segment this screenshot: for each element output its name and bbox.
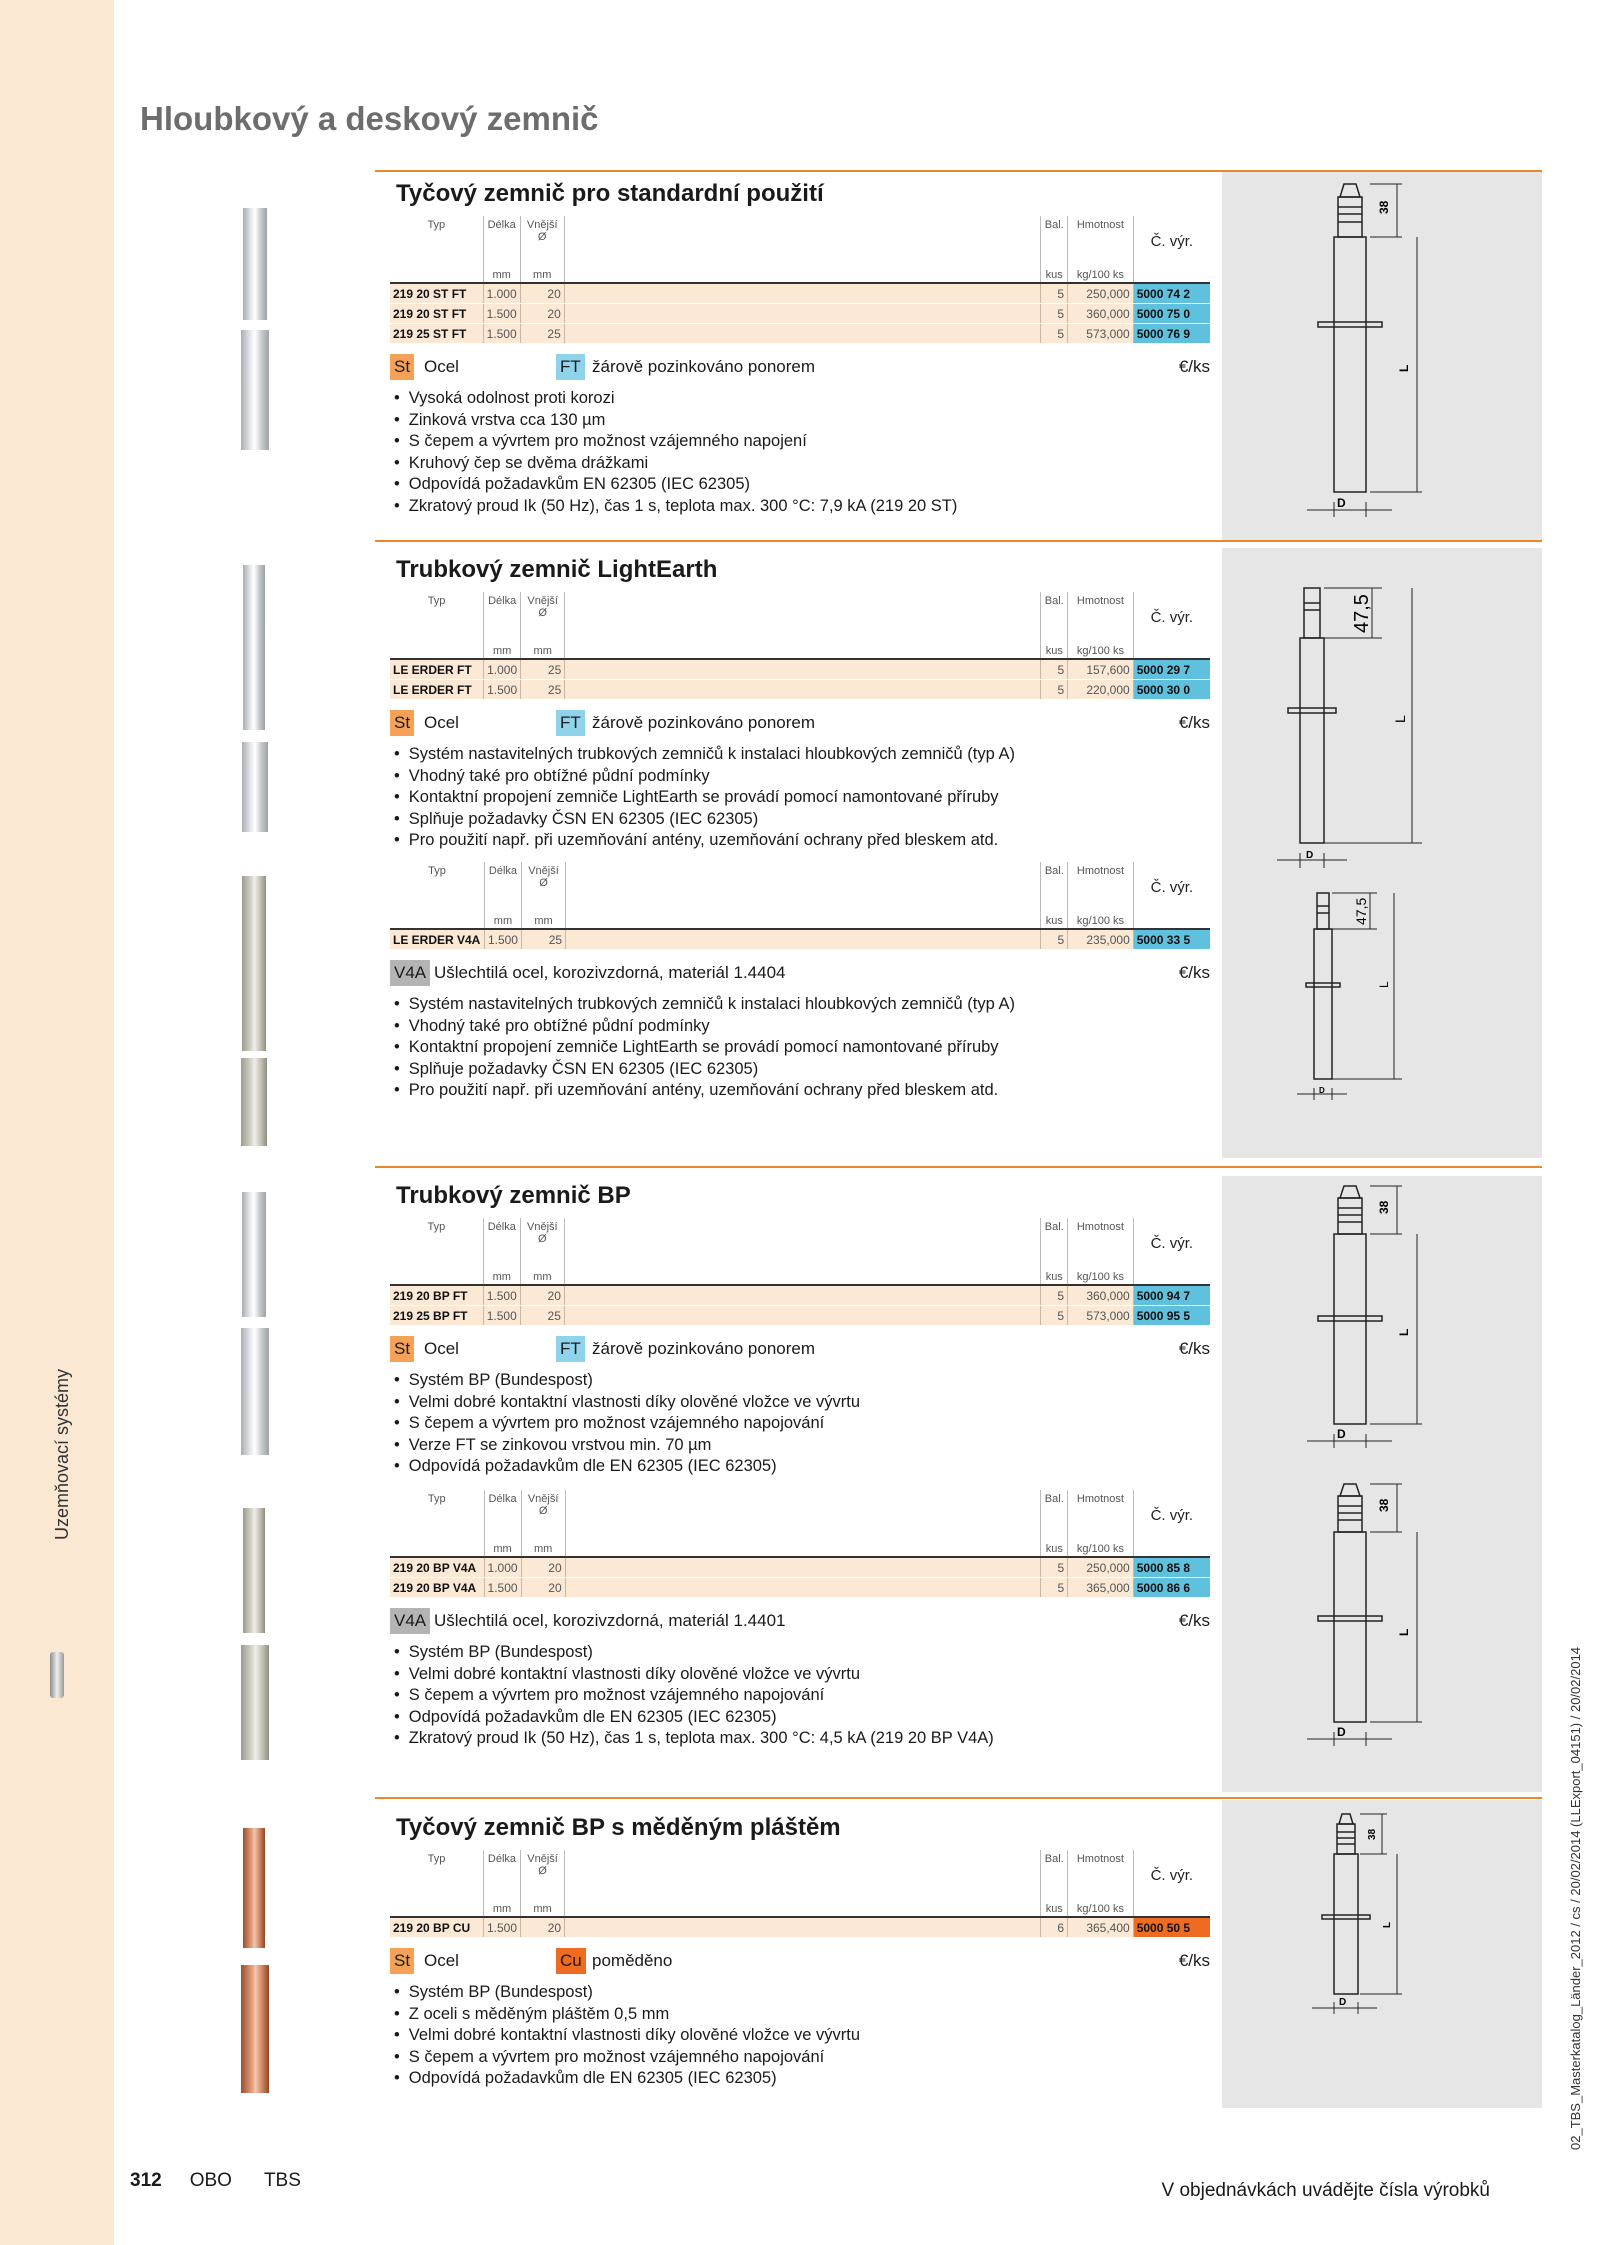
material-badge-v4a: V4A: [390, 960, 430, 986]
material-line: V4A Ušlechtilá ocel, korozivzdorná, materiál 1.4401 €/ks: [390, 1608, 1210, 1638]
section-divider: [375, 540, 1542, 542]
list-item: • Vysoká odolnost proti korozi: [394, 388, 1210, 410]
svg-text:L: L: [1397, 1328, 1411, 1336]
price-unit: €/ks: [1178, 1339, 1210, 1358]
svg-text:D: D: [1306, 850, 1314, 861]
svg-text:D: D: [1319, 1086, 1325, 1095]
article-number: 5000 85 8: [1133, 1557, 1210, 1578]
list-item: • Odpovídá požadavkům dle EN 62305 (IEC 62305): [394, 1707, 1210, 1729]
technical-drawing-lightearth: [1222, 548, 1542, 1158]
product-photo-lightearth-v4a-pin: [242, 876, 266, 1051]
svg-text:L: L: [1397, 1628, 1411, 1636]
price-unit: €/ks: [1178, 1611, 1210, 1630]
finish-badge-ft: FT: [556, 710, 585, 736]
list-item: • Zkratový proud Ik (50 Hz), čas 1 s, teplota max. 300 °C: 4,5 kA (219 20 BP V4A): [394, 1728, 1210, 1750]
finish-badge-cu: Cu: [556, 1948, 586, 1974]
section-divider: [375, 1166, 1542, 1168]
list-item: • Verze FT se zinkovou vrstvou min. 70 µm: [394, 1435, 1210, 1457]
dimension-label: 38: [1367, 1828, 1378, 1840]
product-photo-lightearth-body: [242, 742, 268, 832]
section-bp-v4a: [390, 1490, 1210, 1750]
article-number: 5000 76 9: [1133, 324, 1210, 344]
section-title: Trubkový zemnič LightEarth: [396, 556, 718, 583]
col-hmotnost: Hmotnost: [1068, 216, 1134, 266]
svg-text:L: L: [1392, 715, 1408, 723]
table-row: LE ERDER V4A 1.500 25 5 235,000 5000 33 5: [390, 929, 1210, 950]
list-item: • Velmi dobré kontaktní vlastnosti díky olověné vložce ve vývrtu: [394, 1664, 1210, 1686]
article-number: 5000 75 0: [1133, 304, 1210, 324]
feature-list: [394, 744, 1210, 852]
feature-list: [394, 388, 1210, 517]
product-table: Typ Délka Vnější Ø Bal. Hmotnost Č. výr. mm mm kus kg/100 ks 219 20 BP V4A 1.000 20 5 250,000 5000 85 8 219 20 BP V4A 1.500 20 5 365,000 5000 86 6: [390, 1490, 1210, 1598]
product-photo-bp-body: [241, 1328, 269, 1455]
list-item: • Splňuje požadavky ČSN EN 62305 (IEC 62305): [394, 809, 1210, 831]
price-unit: €/ks: [1178, 357, 1210, 376]
material-badge-st: St: [390, 1948, 414, 1974]
earth-rod-icon: [50, 1652, 64, 1698]
page-number: 312: [130, 2170, 162, 2191]
article-number: 5000 94 7: [1133, 1285, 1210, 1306]
material-line: St Ocel FT žárově pozinkováno ponorem €/ks: [390, 710, 1210, 740]
material-badge-v4a: V4A: [390, 1608, 430, 1634]
list-item: • Odpovídá požadavkům EN 62305 (IEC 62305): [394, 474, 1210, 496]
col-vnejsi: Vnější Ø: [520, 216, 564, 266]
svg-text:D: D: [1337, 496, 1346, 510]
svg-text:L: L: [1377, 981, 1391, 988]
list-item: • Systém nastavitelných trubkových zemničů k instalaci hloubkových zemničů (typ A): [394, 744, 1210, 766]
list-item: • Kontaktní propojení zemniče LightEarth se provádí pomocí namontované příruby: [394, 1037, 1210, 1059]
article-number: 5000 50 5: [1133, 1917, 1210, 1938]
table-row: 219 20 ST FT 1.500 20 5 360,000 5000 75 0: [390, 304, 1210, 324]
svg-text:47,5: 47,5: [1353, 897, 1369, 925]
product-table: Typ Délka Vnější Ø Bal. Hmotnost Č. výr. mm mm kus kg/100 ks LE ERDER FT 1.000 25 5 157,600 5000 29 7 LE ERDER FT 1.500 25 5 220,000 5000 30 0: [390, 592, 1210, 700]
footer-left: [130, 2170, 333, 2192]
product-photo-rod-body: [241, 330, 269, 450]
price-unit: €/ks: [1178, 1951, 1210, 1970]
feature-list: [394, 994, 1210, 1102]
product-photo-cu-body: [241, 1965, 269, 2093]
section-title: Tyčový zemnič BP s měděným pláštěm: [396, 1814, 841, 1841]
section-title: Trubkový zemnič BP: [396, 1182, 631, 1209]
svg-text:D: D: [1339, 1997, 1347, 2008]
col-delka: Délka: [483, 216, 520, 266]
table-row: LE ERDER FT 1.000 25 5 157,600 5000 29 7: [390, 659, 1210, 680]
section-standard-rod: [390, 180, 1210, 517]
list-item: • Pro použití např. při uzemňování antény, uzemňování ochrany před bleskem atd.: [394, 1080, 1210, 1102]
svg-text:D: D: [1337, 1427, 1346, 1441]
svg-text:L: L: [1397, 364, 1411, 372]
table-row: 219 20 ST FT 1.000 20 5 250,000 5000 74 2: [390, 283, 1210, 304]
list-item: • Zkratový proud Ik (50 Hz), čas 1 s, teplota max. 300 °C: 7,9 kA (219 20 ST): [394, 496, 1210, 518]
list-item: • Systém BP (Bundespost): [394, 1982, 1210, 2004]
table-row: 219 20 BP V4A 1.000 20 5 250,000 5000 85 8: [390, 1557, 1210, 1578]
finish-badge-ft: FT: [556, 1336, 585, 1362]
list-item: • Vhodný také pro obtížné půdní podmínky: [394, 1016, 1210, 1038]
col-cvyr: Č. výr.: [1133, 216, 1210, 266]
sidebar-section-label: Uzemňovací systémy: [52, 1368, 72, 1540]
section-bp-cu: [390, 1814, 1210, 2090]
list-item: • Velmi dobré kontaktní vlastnosti díky olověné vložce ve vývrtu: [394, 1392, 1210, 1414]
material-badge-st: St: [390, 354, 414, 380]
price-unit: €/ks: [1178, 963, 1210, 982]
product-table: Typ Délka Vnější Ø Bal. Hmotnost Č. výr. mm mm kus kg/100 ks 219 20 BP CU 1.500 20 6 365,400 5000 50 5: [390, 1850, 1210, 1938]
list-item: • Vhodný také pro obtížné půdní podmínky: [394, 766, 1210, 788]
list-item: • Z oceli s měděným pláštěm 0,5 mm: [394, 2004, 1210, 2026]
article-number: 5000 30 0: [1133, 680, 1210, 700]
table-row: 219 25 ST FT 1.500 25 5 573,000 5000 76 9: [390, 324, 1210, 344]
material-line: St Ocel Cu poměděno €/ks: [390, 1948, 1210, 1978]
price-unit: €/ks: [1178, 713, 1210, 732]
section-bp: [390, 1182, 1210, 1478]
material-line: St Ocel FT žárově pozinkováno ponorem €/ks: [390, 1336, 1210, 1366]
list-item: • Splňuje požadavky ČSN EN 62305 (IEC 62305): [394, 1059, 1210, 1081]
list-item: • S čepem a vývrtem pro možnost vzájemného napojování: [394, 2047, 1210, 2069]
left-sidebar-band: [0, 0, 114, 2245]
product-table: Typ Délka Vnější Ø Bal. Hmotnost Č. výr. mm mm kus kg/100 ks LE ERDER V4A 1.500 25 5 235,000 5000 33 5: [390, 862, 1210, 950]
brand-tbs: TBS: [263, 2170, 301, 2191]
section-title: Tyčový zemnič pro standardní použití: [396, 180, 824, 207]
list-item: • Pro použití např. při uzemňování antény, uzemňování ochrany před bleskem atd.: [394, 830, 1210, 852]
product-photo-rod-pin: [243, 208, 267, 320]
list-item: • Odpovídá požadavkům dle EN 62305 (IEC 62305): [394, 1456, 1210, 1478]
list-item: • Systém BP (Bundespost): [394, 1642, 1210, 1664]
section-lightearth-v4a: [390, 862, 1210, 1102]
article-number: 5000 86 6: [1133, 1578, 1210, 1598]
list-item: • Kruhový čep se dvěma drážkami: [394, 453, 1210, 475]
brand-obo: OBO: [189, 2170, 232, 2191]
section-divider: [375, 1797, 1542, 1799]
list-item: • Systém BP (Bundespost): [394, 1370, 1210, 1392]
list-item: • Velmi dobré kontaktní vlastnosti díky olověné vložce ve vývrtu: [394, 2025, 1210, 2047]
dimension-label: 47,5: [1351, 594, 1373, 633]
list-item: • S čepem a vývrtem pro možnost vzájemného napojování: [394, 1413, 1210, 1435]
material-badge-st: St: [390, 710, 414, 736]
list-item: • Systém nastavitelných trubkových zemničů k instalaci hloubkových zemničů (typ A): [394, 994, 1210, 1016]
table-row: 219 25 BP FT 1.500 25 5 573,000 5000 95 5: [390, 1306, 1210, 1326]
col-bal: Bal.: [1041, 216, 1068, 266]
svg-text:D: D: [1337, 1725, 1346, 1739]
page-title: Hloubkový a deskový zemnič: [140, 100, 599, 137]
product-photo-bp-pin: [242, 1192, 266, 1317]
product-photo-bp-v4a-pin: [243, 1508, 265, 1633]
material-line: V4A Ušlechtilá ocel, korozivzdorná, materiál 1.4404 €/ks: [390, 960, 1210, 990]
article-number: 5000 95 5: [1133, 1306, 1210, 1326]
product-table: Typ Délka Vnější Ø Bal. Hmotnost Č. výr. mm mm kus kg/100 ks 219 20 ST FT 1.000 20 5 250,000 5000 74 2 219 20 ST FT 1.500 20 5 360,000 5000 75 0 219 25 ST FT 1.500 25 5 573,000 5000 76 9: [390, 216, 1210, 344]
table-row: 219 20 BP CU 1.500 20 6 365,400 5000 50 5: [390, 1917, 1210, 1938]
table-row: 219 20 BP V4A 1.500 20 5 365,000 5000 86 6: [390, 1578, 1210, 1598]
list-item: • S čepem a vývrtem pro možnost vzájemného napojování: [394, 1685, 1210, 1707]
technical-drawing-bp-cu: [1222, 1800, 1542, 2108]
footer-note: V objednávkách uvádějte čísla výrobků: [1161, 2180, 1490, 2201]
svg-text:L: L: [1382, 1921, 1393, 1928]
article-number: 5000 33 5: [1133, 929, 1210, 950]
table-row: LE ERDER FT 1.500 25 5 220,000 5000 30 0: [390, 680, 1210, 700]
list-item: • Kontaktní propojení zemniče LightEarth se provádí pomocí namontované příruby: [394, 787, 1210, 809]
list-item: • S čepem a vývrtem pro možnost vzájemného napojení: [394, 431, 1210, 453]
dimension-label: 38: [1377, 1200, 1391, 1214]
product-photo-lightearth-v4a-body: [241, 1058, 267, 1146]
table-row: 219 20 BP FT 1.500 20 5 360,000 5000 94 7: [390, 1285, 1210, 1306]
article-number: 5000 74 2: [1133, 283, 1210, 304]
feature-list: [394, 1642, 1210, 1750]
feature-list: [394, 1982, 1210, 2090]
technical-drawing-bp: [1222, 1176, 1542, 1792]
svg-text:38: 38: [1377, 1498, 1391, 1512]
material-line: St Ocel FT žárově pozinkováno ponorem €/ks: [390, 354, 1210, 384]
section-lightearth: [390, 556, 1210, 852]
product-photo-cu-pin: [243, 1828, 265, 1948]
product-photo-lightearth-pin: [243, 565, 265, 730]
export-meta: 02_TBS_Masterkatalog_Länder_2012 / cs / 20/02/2014 (LLExport_04151) / 20/02/2014: [1568, 1646, 1583, 2150]
article-number: 5000 29 7: [1133, 659, 1210, 680]
feature-list: [394, 1370, 1210, 1478]
material-badge-st: St: [390, 1336, 414, 1362]
dimension-label: 38: [1377, 200, 1391, 214]
col-typ: Typ: [427, 219, 446, 231]
list-item: • Odpovídá požadavkům dle EN 62305 (IEC 62305): [394, 2068, 1210, 2090]
list-item: • Zinková vrstva cca 130 µm: [394, 410, 1210, 432]
finish-badge-ft: FT: [556, 354, 585, 380]
technical-drawing-standard-rod: [1222, 172, 1542, 540]
product-table: Typ Délka Vnější Ø Bal. Hmotnost Č. výr. mm mm kus kg/100 ks 219 20 BP FT 1.500 20 5 360,000 5000 94 7 219 25 BP FT 1.500 25 5 573,000 5000 95 5: [390, 1218, 1210, 1326]
product-photo-bp-v4a-body: [241, 1645, 269, 1760]
